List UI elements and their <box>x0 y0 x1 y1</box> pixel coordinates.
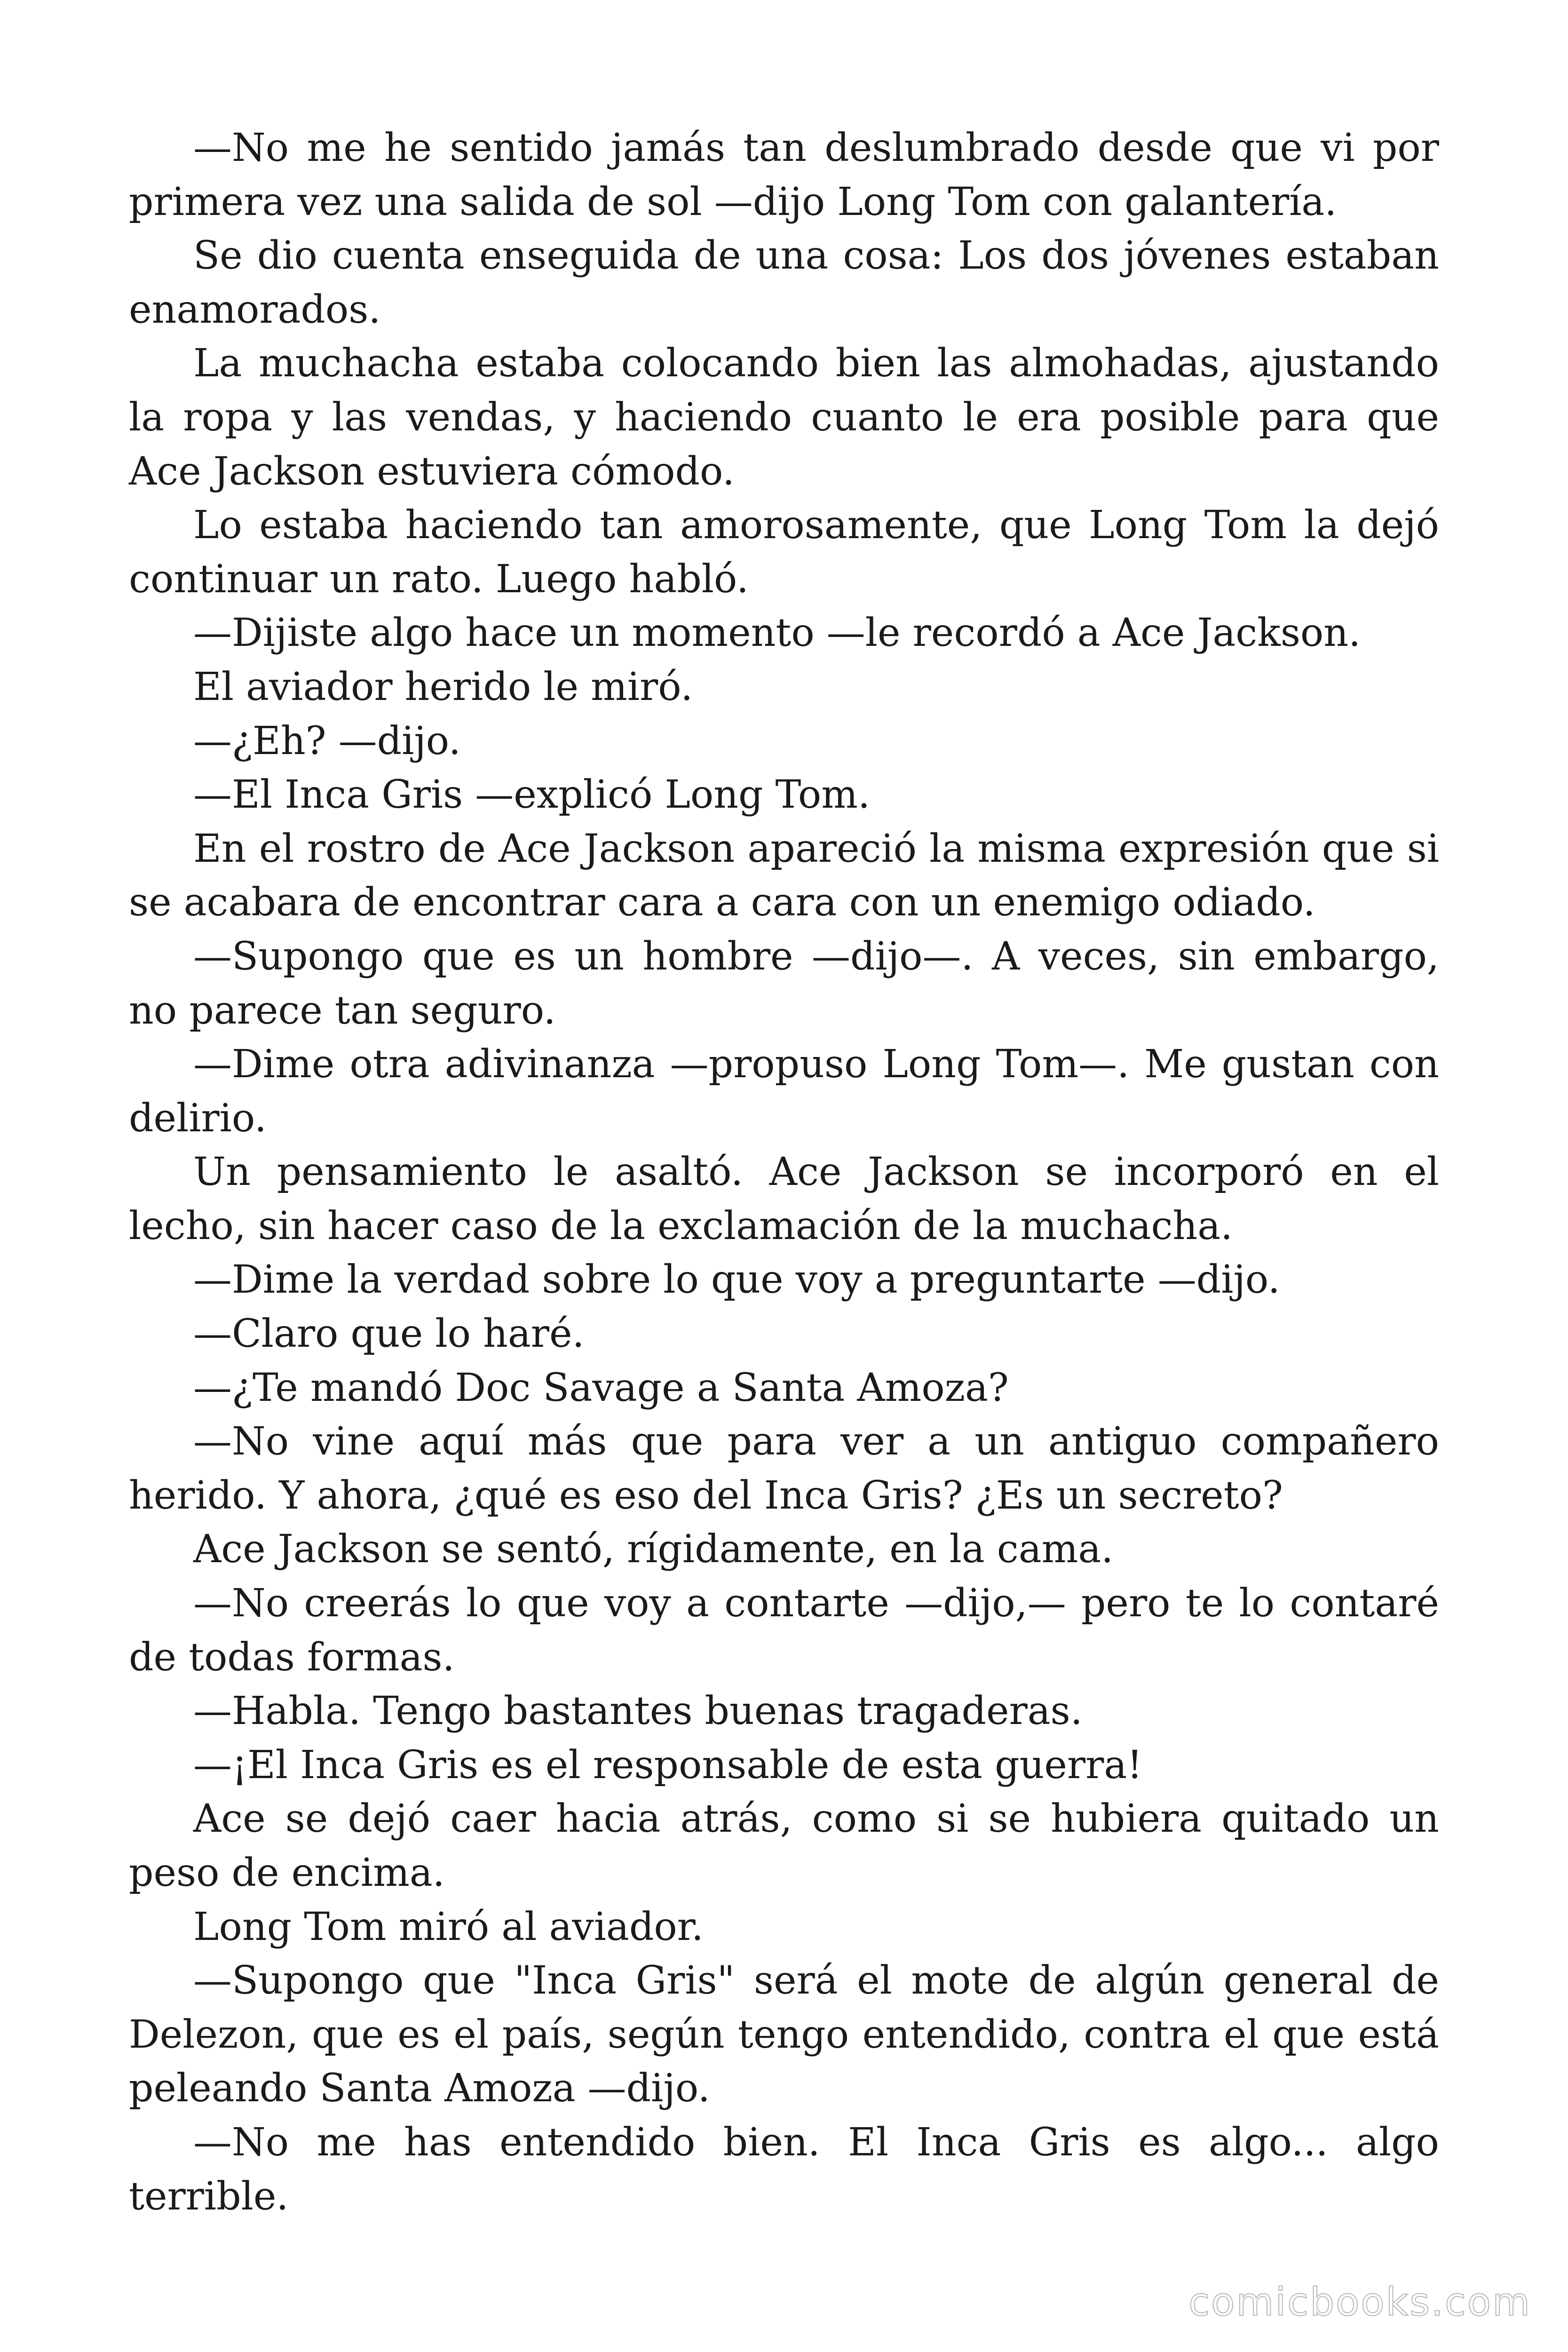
paragraph: Lo estaba haciendo tan amorosamente, que Long Tom la dejó continuar un rato. Luego habló. <box>129 503 1439 602</box>
paragraph: —No creerás lo que voy a contarte —dijo,— pero te lo contaré de todas formas. <box>129 1581 1439 1680</box>
paragraph: —Dijiste algo hace un momento —le recordó a Ace Jackson. <box>193 611 1361 656</box>
paragraph: —Claro que lo haré. <box>193 1311 585 1357</box>
paragraph: —No me he sentido jamás tan deslumbrado desde que vi por primera vez una salida de sol —dijo Long Tom con galantería. <box>129 126 1439 224</box>
paragraph: —Supongo que "Inca Gris" será el mote de algún general de Delezon, que es el país, según tengo entendido, contra el que está peleando Santa Amoza —dijo. <box>129 1958 1439 2111</box>
watermark: comicbooks.com <box>1188 2280 1531 2325</box>
paragraph: —Dime la verdad sobre lo que voy a preguntarte —dijo. <box>193 1257 1280 1303</box>
paragraph: —¡El Inca Gris es el responsable de esta guerra! <box>193 1742 1143 1788</box>
paragraph: Ace Jackson se sentó, rígidamente, en la cama. <box>193 1527 1114 1572</box>
paragraph: —¿Te mandó Doc Savage a Santa Amoza? <box>193 1365 1009 1410</box>
paragraph: —No me has entendido bien. El Inca Gris es algo... algo terrible. <box>129 2120 1439 2219</box>
paragraph: El aviador herido le miró. <box>193 664 693 709</box>
paragraph: Un pensamiento le asaltó. Ace Jackson se incorporó en el lecho, sin hacer caso de la exclamación de la muchacha. <box>129 1150 1439 1248</box>
paragraph: En el rostro de Ace Jackson apareció la misma expresión que si se acabara de encontrar cara a cara con un enemigo odiado. <box>129 826 1439 925</box>
paragraph: —Habla. Tengo bastantes buenas tragaderas. <box>193 1689 1083 1734</box>
book-page-text <box>129 121 1439 2224</box>
paragraph: —El Inca Gris —explicó Long Tom. <box>193 772 871 818</box>
paragraph: —Dime otra adivinanza —propuso Long Tom—. Me gustan con delirio. <box>129 1042 1439 1141</box>
paragraph: —¿Eh? —dijo. <box>193 718 461 763</box>
paragraph: Long Tom miró al aviador. <box>193 1904 704 1949</box>
paragraph: Ace se dejó caer hacia atrás, como si se hubiera quitado un peso de encima. <box>129 1796 1439 1895</box>
paragraph: Se dio cuenta enseguida de una cosa: Los dos jóvenes estaban enamorados. <box>129 233 1439 332</box>
paragraph: —No vine aquí más que para ver a un antiguo compañero herido. Y ahora, ¿qué es eso del Inca Gris? ¿Es un secreto? <box>129 1419 1439 1518</box>
paragraph: La muchacha estaba colocando bien las almohadas, ajustando la ropa y las vendas, y haciendo cuanto le era posible para que Ace Jackson estuviera cómodo. <box>129 341 1439 494</box>
paragraph: —Supongo que es un hombre —dijo—. A veces, sin embargo, no parece tan seguro. <box>129 934 1439 1033</box>
